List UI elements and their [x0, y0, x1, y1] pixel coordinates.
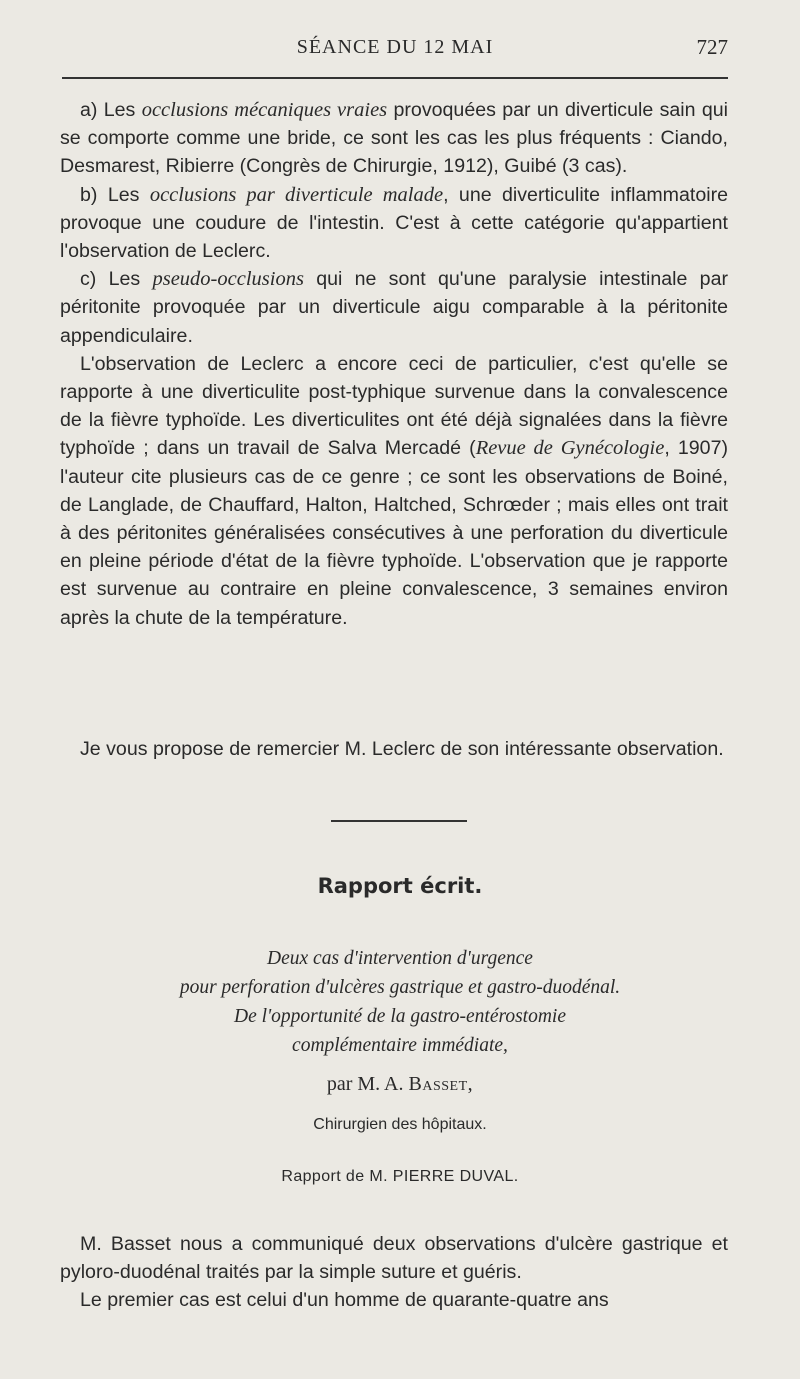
- section-heading: Rapport écrit.: [317, 874, 483, 898]
- report-title: [70, 944, 730, 1060]
- paragraph-observation-text: , 1907) l'auteur cite plusieurs cas de ce genre ; ce sont les observations de Boiné, de Langlade, de Chauffard, Halton, Haltched, Schrœder ; mais elles ont trait à des péritonites généralisées consécutives à une perforation du diverticule en pleine période d'état de la fièvre typhoïde. L'observation que je rapporte est survenue au contraire en pleine convalescence, 3 semaines environ après la chute de la température.: [60, 437, 728, 629]
- report-title-line: complémentaire immédiate,: [292, 1035, 508, 1056]
- running-head: [62, 30, 728, 66]
- paragraph-c-italic: pseudo-occlusions: [152, 268, 304, 291]
- paragraph-b-prefix: b) Les: [80, 183, 150, 206]
- paragraph-observation: [60, 350, 728, 632]
- author-affiliation: Chirurgien des hôpitaux.: [313, 1116, 487, 1133]
- paragraph-b: [60, 181, 728, 266]
- page-number: 727: [696, 35, 728, 59]
- rapporteur: Rapport de M. PIERRE DUVAL.: [281, 1168, 519, 1185]
- author-name: Basset,: [408, 1073, 474, 1095]
- closing-section: [60, 735, 728, 763]
- report-body: [60, 1230, 728, 1315]
- header-rule: [62, 77, 728, 79]
- running-title: SÉANCE DU 12 MAI: [296, 36, 494, 58]
- report-title-line: pour perforation d'ulcères gastrique et gastro-duodénal.: [179, 977, 621, 998]
- report-paragraph: M. Basset nous a communiqué deux observations d'ulcère gastrique et pyloro-duodénal traités par la simple suture et guéris.: [60, 1233, 728, 1284]
- paragraph-a-italic: occlusions mécaniques vraies: [141, 99, 388, 121]
- paragraph-observation-prefix: L'observation de Leclerc a encore ceci de particulier, c'est qu'elle se rapporte à une diverticulite post-typhique survenue dans la convalescence de la fièvre typhoïde. Les diverticulites ont été déjà signalées dans la fièvre typhoïde ; dans un travail de Salva Mercadé (: [60, 352, 728, 460]
- paragraph-c-prefix: c) Les: [80, 268, 153, 291]
- paragraph-a-prefix: a) Les: [80, 99, 142, 121]
- paragraph-a-text: provoquées par un diverticule sain qui se comporte comme une bride, ce sont les cas les plus fréquents : Ciando, Desmarest, Ribierre (Congrès de Chirurgie, 1912), Guibé (3 cas).: [60, 99, 729, 178]
- paragraph-c: [60, 265, 728, 350]
- paragraph-c-text: qui ne sont qu'une paralysie intestinale par péritonite provoquée par un diverticule aigu comparable à la péritonite appendiculaire.: [60, 268, 728, 347]
- paragraph-a: [60, 96, 728, 181]
- report-title-line: De l'opportunité de la gastro-entérostomie: [233, 1006, 566, 1027]
- paragraph-b-italic: occlusions par diverticule malade: [149, 183, 444, 206]
- report-paragraph: Le premier cas est celui d'un homme de quarante-quatre ans: [80, 1289, 609, 1312]
- report-title-line: Deux cas d'intervention d'urgence: [267, 948, 533, 969]
- body-text: [60, 96, 728, 632]
- closing-paragraph: Je vous propose de remercier M. Leclerc de son intéressante observation.: [80, 738, 724, 760]
- paragraph-b-text: , une diverticulite inflammatoire provoque une coudure de l'intestin. C'est à cette catégorie qu'appartient l'observation de Leclerc.: [60, 183, 729, 263]
- paragraph-observation-italic: Revue de Gynécologie: [475, 437, 665, 460]
- byline: [0, 1073, 800, 1096]
- section-divider: [331, 820, 467, 822]
- byline-prefix: par M. A.: [326, 1073, 409, 1095]
